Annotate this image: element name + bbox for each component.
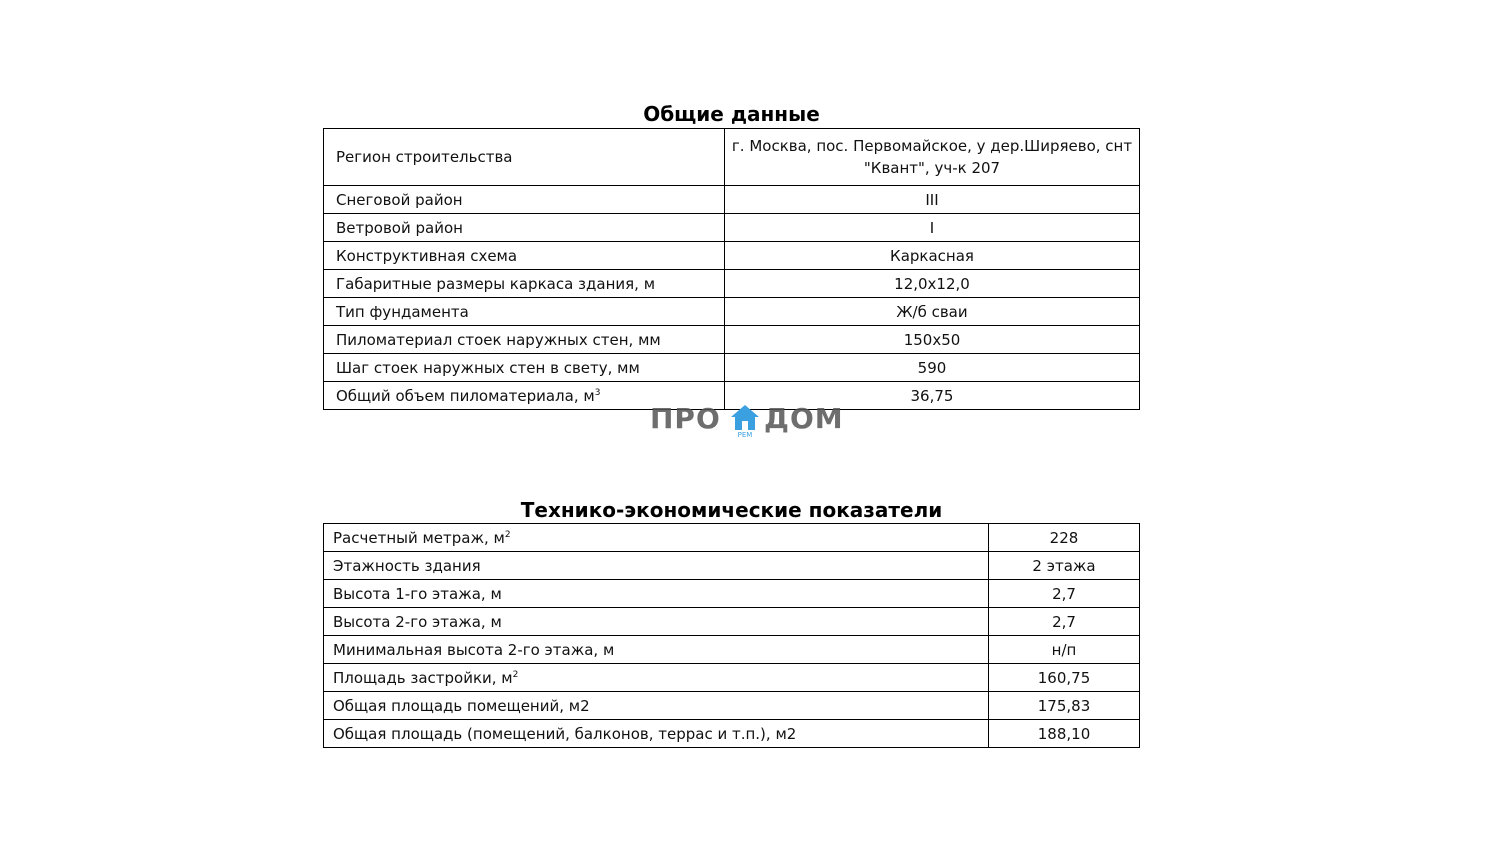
row-value: 2,7 [989,608,1140,636]
table-row [324,552,1140,580]
row-value: 160,75 [989,664,1140,692]
table-row [324,382,1140,410]
table-row [324,326,1140,354]
unit-superscript: 3 [594,387,601,398]
table-row [324,692,1140,720]
table-row [324,214,1140,242]
general-data-table [323,128,1140,410]
row-value: Каркасная [725,242,1140,270]
row-value: 150х50 [725,326,1140,354]
row-value: н/п [989,636,1140,664]
row-value: 590 [725,354,1140,382]
table-row [324,129,1140,186]
row-label: Пиломатериал стоек наружных стен, мм [324,326,725,354]
row-label: Минимальная высота 2-го этажа, м [324,636,989,664]
row-label: Конструктивная схема [324,242,725,270]
table-row [324,186,1140,214]
row-label: Габаритные размеры каркаса здания, м [324,270,725,298]
row-value: 2,7 [989,580,1140,608]
tech-economic-table [323,523,1140,748]
unit-superscript: 2 [504,529,511,540]
table-row [324,608,1140,636]
row-label-text: Общий объем пиломатериала, м [336,386,595,405]
row-label: Ветровой район [324,214,725,242]
row-label-text: Площадь застройки, м [333,668,513,687]
table-row [324,664,1140,692]
tech-economic-title: Технико-экономические показатели [520,498,943,522]
watermark-left-text: ПРО [650,402,721,435]
row-value: I [725,214,1140,242]
table-row [324,354,1140,382]
table-row [324,580,1140,608]
row-value: 12,0х12,0 [725,270,1140,298]
watermark-sub-text: РЕМ [737,431,753,439]
row-value: 36,75 [725,382,1140,410]
row-label-text: Расчетный метраж, м [333,528,505,547]
unit-superscript: 2 [512,669,519,680]
row-value: г. Москва, пос. Первомайское, у дер.Ширяево, снт "Квант", уч-к 207 [725,129,1140,186]
general-data-title: Общие данные [643,102,820,126]
row-value: 188,10 [989,720,1140,748]
row-label: Высота 2-го этажа, м [324,608,989,636]
row-value: Ж/б сваи [725,298,1140,326]
row-label [324,524,989,552]
watermark-right-text: ДОМ [764,402,844,435]
row-label: Снеговой район [324,186,725,214]
row-label: Этажность здания [324,552,989,580]
row-label: Общая площадь (помещений, балконов, террас и т.п.), м2 [324,720,989,748]
row-label: Шаг стоек наружных стен в свету, мм [324,354,725,382]
row-label: Регион строительства [324,129,725,186]
row-value: 175,83 [989,692,1140,720]
row-value: 228 [989,524,1140,552]
table-row [324,242,1140,270]
row-label: Высота 1-го этажа, м [324,580,989,608]
table-row [324,720,1140,748]
row-label [324,664,989,692]
table-row [324,298,1140,326]
table-row [324,636,1140,664]
row-value: 2 этажа [989,552,1140,580]
table-row [324,270,1140,298]
row-label [324,382,725,410]
row-label: Тип фундамента [324,298,725,326]
row-label: Общая площадь помещений, м2 [324,692,989,720]
row-value: III [725,186,1140,214]
table-row [324,524,1140,552]
